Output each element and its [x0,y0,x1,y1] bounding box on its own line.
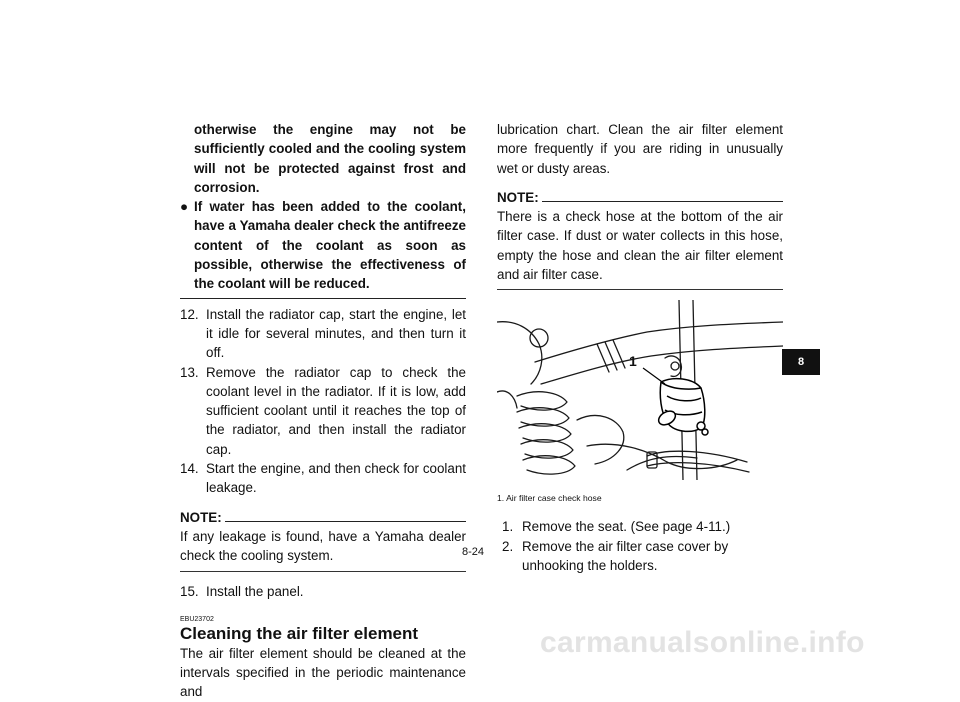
step-1: 1. Remove the seat. (See page 4-11.) [502,519,731,535]
step-12: 12. Install the radiator cap, start the engine, let it idle for several minutes, and then turn it off. [180,306,466,361]
page-number: 8-24 [462,546,485,558]
section-title: Cleaning the air filter element [180,623,419,643]
note-end-rule [180,571,466,572]
figure-caption: 1. Air filter case check hose [497,493,602,504]
step-15: 15. Install the panel. [180,583,304,599]
note-heading [180,508,466,527]
step-14: 14. Start the engine, and then check for coolant leakage. [180,461,466,496]
intro-continuation: lubrication chart. Clean the air filter element more frequently if you are riding in unusually wet or dusty areas. [497,122,783,176]
watermark: carmanualsonline.info [540,626,865,659]
warning-continuation: otherwise the engine may not be sufficiently cooled and the cooling system will not be protected against frost and corrosion. [194,122,466,195]
note-heading [497,188,783,207]
right-column [497,120,783,575]
note-rule [542,201,783,202]
warning-bullet [180,197,466,293]
section-code: EBU23702 [180,615,214,623]
bullet-icon: ● [180,199,189,215]
note-end-rule [497,289,783,290]
warning-end-rule [180,298,466,299]
note-text: If any leakage is found, have a Yamaha dealer check the cooling system. [180,528,466,564]
air-filter-figure [497,300,783,480]
left-column [180,120,466,702]
note-label: NOTE: [497,189,539,205]
removal-steps [497,517,783,575]
step-13: 13. Remove the radiator cap to check the coolant level in the radiator. If it is low, add sufficient coolant until it reaches the top of the radiator, and then install the radiator cap. [180,364,466,457]
note-text: There is a check hose at the bottom of the air filter case. If dust or water collects in this hose, empty the hose and clean the air filter element and air filter case. [497,209,783,283]
air-filter-illustration [497,300,783,480]
chapter-tab: 8 [782,349,820,375]
figure-callout: 1 [629,353,637,370]
section-intro: The air filter element should be cleaned at the intervals specified in the periodic maintenance and [180,645,466,700]
note-label: NOTE: [180,509,222,525]
note-rule [225,521,466,522]
step-2: 2. Remove the air filter case cover by unhooking the holders. [502,538,729,573]
warning-bullet-text: If water has been added to the coolant, have a Yamaha dealer check the antifreeze content of the coolant as soon as possible, otherwise the effectiveness of the coolant will be reduced. [194,199,466,292]
